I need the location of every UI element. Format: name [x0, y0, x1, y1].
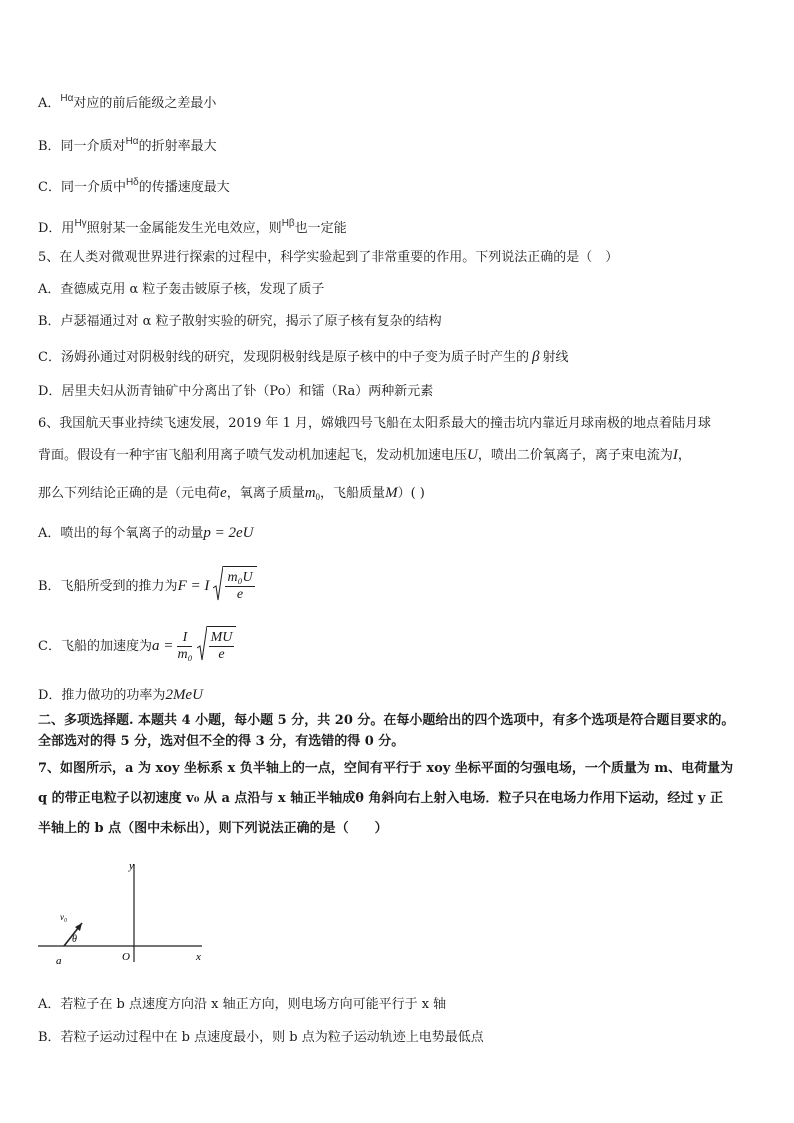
ion-mass-symbol	[305, 485, 320, 501]
acceleration-root-fraction	[209, 630, 235, 663]
q7-stem-line1: 7、如图所示，a 为 xoy 坐标系 x 负半轴上的一点，空间有平行于 xoy 坐标平面的匀强电场，一个质量为 m、电荷量为	[38, 761, 734, 776]
acceleration-fraction-denominator: m₀	[177, 647, 193, 662]
q5-option-c-end: 射线	[542, 350, 569, 365]
q5-stem: 5、在人类对微观世界进行探索的过程中，科学实验起到了非常重要的作用。下列说法正确的是（ ）	[38, 250, 619, 265]
q5-option-a: A．查德威克用 α 粒子轰击铍原子核，发现了质子	[38, 282, 325, 297]
q6-option-a	[38, 524, 254, 543]
charge-symbol: e	[220, 485, 227, 501]
beta-symbol: β	[531, 349, 540, 365]
sqrt-radical	[197, 626, 237, 667]
power-formula: 2MeU	[165, 687, 203, 703]
q7-option-a: A．若粒子在 b 点速度方向沿 x 轴正方向，则电场方向可能平行于 x 轴	[38, 997, 447, 1012]
q4-option-d	[38, 215, 347, 238]
q6-option-c-text: C．飞船的加速度为	[38, 639, 152, 654]
thrust-formula-lhs: F = I	[177, 578, 210, 594]
h-delta-symbol: Hδ	[125, 177, 139, 188]
sqrt-radical	[213, 566, 256, 607]
acceleration-fraction	[177, 630, 192, 663]
q7-stem-line2: q 的带正电粒子以初速度 v₀ 从 a 点沿与 x 轴正半轴成θ 角斜向右上射入电场．粒子只在电场力作用下运动，经过 y 正	[38, 791, 723, 806]
voltage-symbol: U	[467, 447, 478, 463]
q6-stem-line2	[38, 446, 691, 465]
acceleration-root-denominator: e	[218, 647, 225, 662]
q6-stem-line2-b: ，喷出二价氧离子，离子束电流为	[477, 448, 673, 463]
q7-option-b: B．若粒子运动过程中在 b 点速度最小，则 b 点为粒子运动轨迹上电势最低点	[38, 1030, 484, 1045]
q6-stem-line2-a: 背面。假设有一种宇宙飞船利用离子喷气发动机加速起飞，发动机加速电压	[38, 448, 468, 463]
radical-sign-icon	[213, 566, 223, 602]
section-2-header-line2: 全部选对的得 5 分，选对但不全的得 3 分，有选错的得 0 分。	[38, 734, 405, 749]
thrust-fraction-denominator: e	[236, 587, 244, 602]
q6-option-d	[38, 686, 203, 705]
q5-option-c-text: C．汤姆孙通过对阴极射线的研究，发现阴极射线是原子核中的中子变为质子时产生的	[38, 350, 529, 365]
q6-stem-line3-b: ，氧离子质量	[226, 486, 305, 501]
ion-mass-letter: m	[304, 485, 316, 501]
q6-option-b	[38, 566, 257, 607]
q5-option-c	[38, 348, 568, 367]
q6-option-b-text: B．飞船所受到的推力为	[38, 579, 178, 594]
q4-option-a-text: 对应的前后能级之差最小	[73, 96, 217, 111]
h-alpha-symbol: Hα	[125, 136, 139, 147]
acceleration-fraction-numerator: I	[177, 630, 192, 647]
velocity-label: v₀	[60, 912, 68, 922]
q5-option-d: D．居里夫妇从沥青铀矿中分离出了钋（Po）和镭（Ra）两种新元素	[38, 384, 434, 399]
q4-option-a-prefix: A．	[38, 96, 61, 111]
q6-stem-line3	[38, 484, 425, 506]
q6-stem-line3-a: 那么下列结论正确的是（元电荷	[38, 486, 221, 501]
y-axis-label: y	[129, 860, 134, 872]
ion-mass-subscript: 0	[315, 492, 321, 502]
q6-option-d-text: D．推力做功的功率为	[38, 688, 166, 703]
h-gamma-symbol: Hγ	[74, 218, 87, 229]
origin-label: O	[122, 951, 130, 963]
thrust-fraction	[225, 570, 254, 603]
q6-stem-line2-c: ，	[677, 448, 691, 463]
q4-option-c-prefix: C．同一介质中	[38, 180, 126, 195]
thrust-fraction-numerator: m₀U	[227, 570, 253, 585]
q4-option-b-text: 的折射率最大	[138, 139, 217, 154]
q7-stem-line3: 半轴上的 b 点（图中未标出），则下列说法正确的是（ ）	[38, 821, 388, 836]
q4-option-b	[38, 133, 217, 156]
acceleration-formula-lhs: a =	[151, 638, 174, 654]
coordinate-figure	[36, 852, 216, 970]
x-axis-label: x	[196, 951, 201, 963]
q5-option-b: B．卢瑟福通过对 α 粒子散射实验的研究，揭示了原子核有复杂的结构	[38, 314, 442, 329]
q6-stem-line3-c: ，飞船质量	[320, 486, 386, 501]
q4-option-d-prefix: D．用	[38, 221, 75, 236]
q4-option-c-text: 的传播速度最大	[138, 180, 230, 195]
q4-option-d-text: 也一定能	[294, 221, 347, 236]
h-alpha-symbol: Hα	[60, 93, 74, 104]
current-symbol: I	[672, 447, 678, 463]
angle-label: θ	[72, 934, 77, 945]
q4-option-c	[38, 174, 230, 197]
q4-option-b-prefix: B．同一介质对	[38, 139, 126, 154]
section-2-header-line1: 二、多项选择题. 本题共 4 小题，每小题 5 分，共 20 分。在每小题给出的四个选项中，有多个选项是符合题目要求的。	[38, 713, 735, 728]
ship-mass-symbol: M	[385, 485, 398, 501]
q6-option-a-text: A．喷出的每个氧离子的动量	[38, 526, 204, 541]
acceleration-root-numerator: MU	[210, 630, 233, 645]
point-a-label: a	[56, 955, 62, 967]
q6-stem-line1: 6、我国航天事业持续飞速发展，2019 年 1 月，嫦娥四号飞船在太阳系最大的撞击坑内靠近月球南极的地点着陆月球	[38, 416, 712, 431]
radical-sign-icon	[197, 626, 207, 662]
q4-option-d-mid: 照射某一金属能发生光电效应，则	[86, 221, 282, 236]
q6-option-c	[38, 626, 236, 667]
momentum-formula: p = 2eU	[203, 525, 254, 541]
q6-stem-line3-d: ）( )	[397, 486, 425, 501]
q4-option-a	[38, 90, 216, 113]
h-beta-symbol: Hβ	[281, 218, 295, 229]
